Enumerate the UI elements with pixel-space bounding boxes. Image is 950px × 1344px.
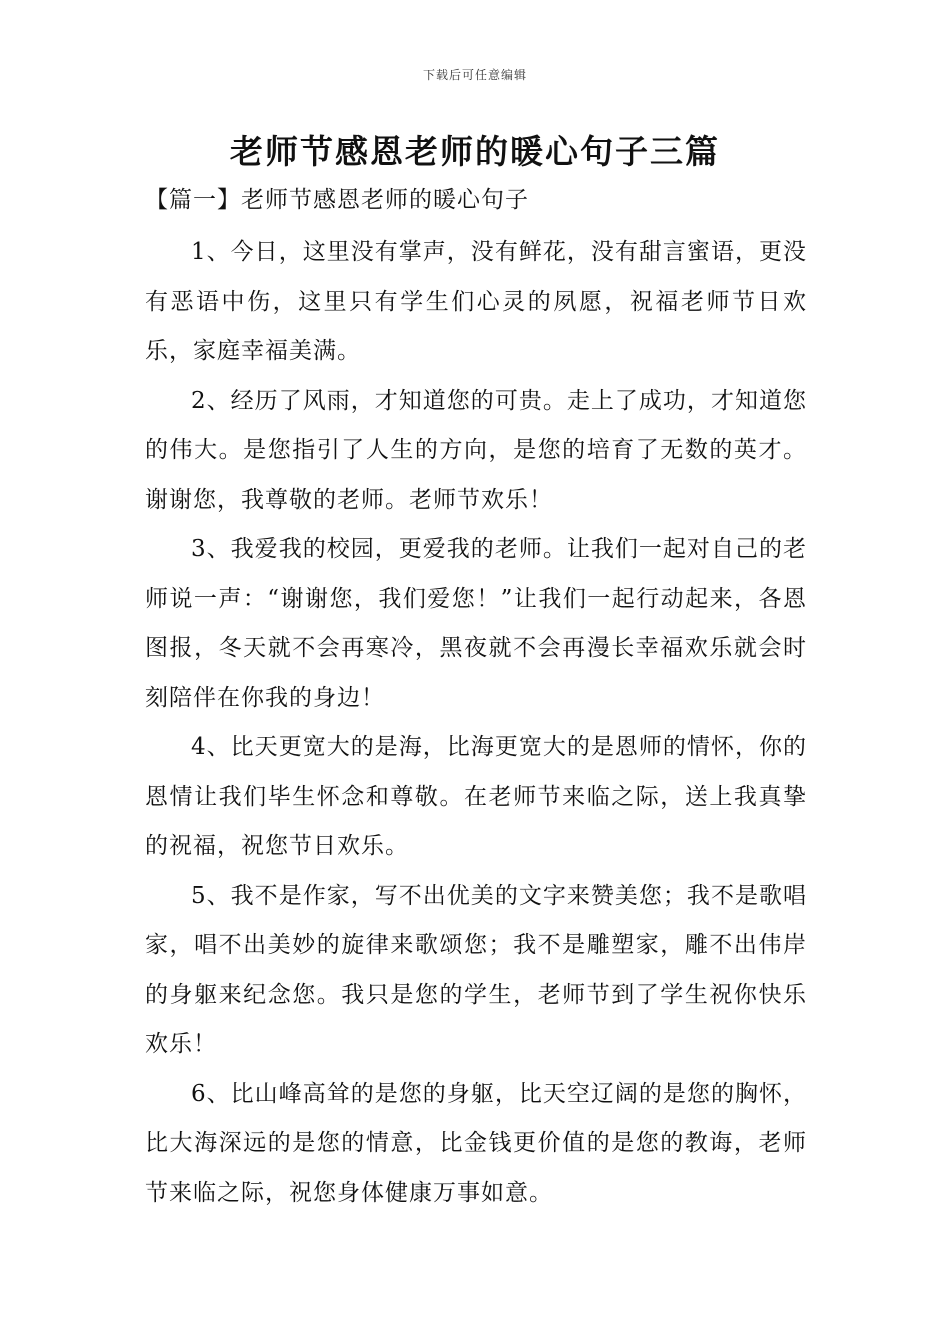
document-body [145, 180, 807, 1218]
header-note: 下载后可任意编辑 [422, 68, 527, 82]
paragraph-3: 3、我爱我的校园，更爱我的老师。让我们一起对自己的老师说一声：“谢谢您，我们爱您！”让我们一起行动起来，各恩图报，冬天就不会再寒冷，黑夜就不会再漫长幸福欢乐就会时刻陪伴在你我的身边！ [145, 536, 807, 711]
paragraph-5: 5、我不是作家，写不出优美的文字来赞美您；我不是歌唱家，唱不出美妙的旋律来歌颂您；我不是雕塑家，雕不出伟岸的身躯来纪念您。我只是您的学生，老师节到了学生祝你快乐欢乐！ [145, 882, 807, 1057]
paragraph-2: 2、经历了风雨，才知道您的可贵。走上了成功，才知道您的伟大。是您指引了人生的方向，是您的培育了无数的英才。谢谢您，我尊敬的老师。老师节欢乐！ [145, 387, 807, 513]
paragraph-1: 1、今日，这里没有掌声，没有鲜花，没有甜言蜜语，更没有恶语中伤，这里只有学生们心灵的夙愿，祝福老师节日欢乐，家庭幸福美满。 [145, 239, 807, 364]
paragraph-4: 4、比天更宽大的是海，比海更宽大的是恩师的情怀，你的恩情让我们毕生怀念和尊敬。在老师节来临之际，送上我真挚的祝福，祝您节日欢乐。 [145, 734, 807, 859]
document-title: 老师节感恩老师的暖心句子三篇 [230, 132, 720, 171]
paragraph-6: 6、比山峰高耸的是您的身躯，比天空辽阔的是您的胸怀，比大海深远的是您的情意，比金钱更价值的是您的教诲，老师节来临之际，祝您身体健康万事如意。 [145, 1080, 807, 1206]
section-heading: 【篇一】老师节感恩老师的暖心句子 [145, 187, 529, 213]
